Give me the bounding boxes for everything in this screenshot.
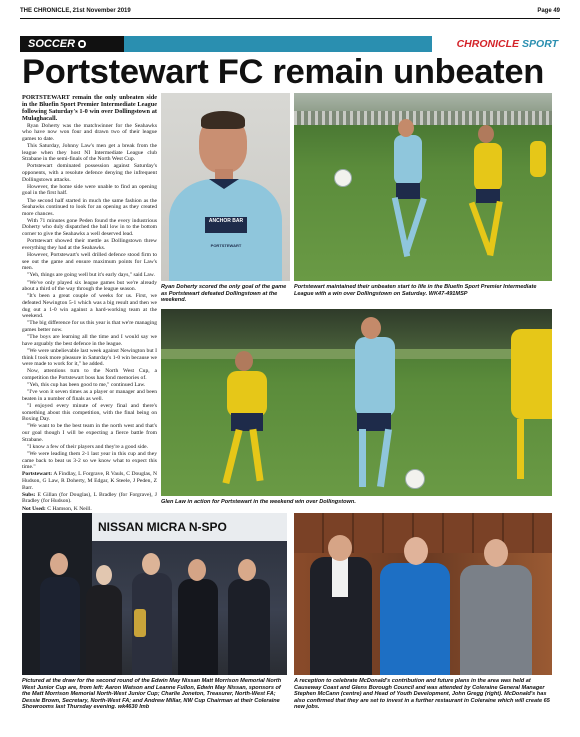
section-stripe	[124, 36, 432, 52]
article-paragraph: Portstewart showed their mettle as Dollingstown threw everything they had at the Seahawks.	[22, 238, 157, 251]
article-paragraph: "The boys are learning all the time and I would say we have arguably the best defence in the league.	[22, 334, 157, 347]
article-paragraph: "We want to be the best team in the north west and that's our goal though I will be expecting a fierce battle from Strabane.	[22, 423, 157, 443]
chronicle-sport-logo: CHRONICLE SPORT	[432, 36, 560, 52]
article-paragraph: Portstewart dominated possession against Saturday's opponents, with a resolute defence denying the infrequent Dollingstown attacks.	[22, 163, 157, 183]
article-paragraph: Now, attentions turn to the North West Cup, a competition the Portstewart boss has fond memories of.	[22, 368, 157, 381]
article-paragraph: "I know a few of their players and they're a good side.	[27, 443, 149, 450]
article-paragraph: However, the home side were unable to find an opening goal in the first half.	[22, 183, 157, 197]
article-paragraph: "We were unbelievable last week against Newington but I think I took more pleasure in Saturday's 1-0 win because we were made to work for it," he added.	[22, 347, 157, 368]
reception-photo	[294, 513, 552, 675]
cup-draw-caption: Pictured at the draw for the second round of the Edwin May Nissan Matt Morrison Memorial North West Junior Cup are, from left: Aaron Watson and Leanne Fullon, Edwin May Nissan, sponsors of the Matt Morrison Memorial North-West Junior Cup; Charlie Joneton, Treasurer, North-West FA; Dessie Brown, Secretary, North-West FA; and Andrew Millar, NW Cup Chairman at their Coleraine Showrooms last Thursday evening. wk4630 lmb	[22, 678, 282, 711]
article-paragraph: "Yeh, things are going well but it's early days," said Law.	[27, 272, 155, 279]
action-photo-top	[294, 93, 552, 281]
football-icon	[77, 39, 87, 49]
action-top-caption: Portstewart maintained their unbeaten start to life in the Bluefin Sport Premier Intermediate League with a win over Dollingstown on Saturday. WK47-491MSP	[294, 284, 537, 297]
article-paragraph: This Saturday, Johnny Law's men get a break from the league when they host NI Intermediate League club Strabane in the semi-finals of the North West Cup.	[22, 142, 157, 163]
article-paragraph: "We've only played six league games but we're already about a third of the way through the league season.	[22, 279, 157, 293]
article-paragraph: "The big difference for us this year is that we're managing games better now.	[22, 320, 157, 333]
article-paragraph: However, Portstewart's well drilled defence stood firm to see out the game and ensure maximum points for Law's men.	[22, 252, 157, 272]
article-paragraph: "It's been a great couple of weeks for us. First, we defeated Newington 5-1 which was a big result and then we dug out a 1-0 win against a hard-working team at the weekend.	[22, 293, 157, 320]
reception-caption: A reception to celebrate McDonald's contribution and future plans in the area was held at Causeway Coast and Glens Borough Council and was attended by Coleraine General Manager Stephen McCann (centre) and Head of Youth Development, John Gregg (right). McDonald's has also confirmed that they are set to invest in a further restaurant in Coleraine which will create 65 new jobs.	[294, 678, 550, 711]
portrait-caption: Ryan Doherty scored the only goal of the game as Portstewart defeated Dollingstown at the weekend.	[161, 284, 287, 304]
trophy-icon	[134, 609, 146, 637]
article-paragraph: "I've won it seven times as a player or manager and been beaten in a number of finals as well.	[22, 389, 157, 402]
team-subs: Subs: E Gillan (for Douglas), L Bradley (for Forgrave), J Bradley (for Hudson).	[22, 491, 157, 505]
team-lineup: Portstewart: A Findlay, L Forgrave, R Vauls, C Douglas, N Hudson, G Law, R Doherty, M Edgar, K Steele, J Peden, Z Barr.	[22, 471, 157, 491]
page-headline: Portstewart FC remain unbeaten	[22, 53, 545, 91]
article-paragraph: Ryan Doherty was the matchwinner for the Seahawks who have now won four and drawn two of their league games to date.	[22, 122, 157, 142]
article-paragraph: With 71 minutes gone Peden found the every industrious Doherty who duly dispatched the ball low in to the bottom corner to give the Seahawks a well deserved lead.	[22, 217, 157, 238]
article-intro: PORTSTEWART remain the only unbeaten side in the Bluefin Sport Premier Intermediate League following Saturday's 1-0 win over Dollingstown at Mulaghacall.	[22, 94, 157, 122]
shirt-club: PORTSTEWART	[210, 243, 242, 248]
section-label-soccer: SOCCER	[20, 36, 124, 52]
shirt-sponsor: ANCHOR BAR	[205, 217, 247, 233]
masthead	[20, 6, 560, 16]
cup-draw-photo	[22, 513, 287, 675]
paper-date: THE CHRONICLE, 21st November 2019	[20, 8, 131, 14]
article-paragraph: The second half started in much the same fashion as the Seahawks continued to look for an opening as they created more chances.	[22, 197, 157, 217]
sponsor-banner: NISSAN MICRA N-SPO	[92, 513, 287, 541]
section-bar	[20, 36, 560, 52]
article-paragraph: "Yeh, this cup has been good to me," continued Law.	[27, 382, 146, 389]
portrait-photo	[161, 93, 290, 281]
article-paragraph: "We were leading them 2-1 last year in this cup and they came back to beat us 3-2 so we know what to expect this time."	[22, 450, 157, 471]
article-paragraph: "I enjoyed every minute of every final and there's something about this competition, with the final being on Boxing Day.	[22, 403, 157, 423]
page-number: Page 49	[537, 8, 560, 14]
team-not-used: Not Used: C Hamson, K Neill.	[22, 505, 92, 512]
action-middle-caption: Glen Law in action for Portstewart in the weekend win over Dollingstown.	[161, 499, 356, 505]
top-rule	[20, 18, 560, 19]
action-photo-middle	[161, 309, 552, 496]
article-paragraphs	[22, 123, 157, 471]
